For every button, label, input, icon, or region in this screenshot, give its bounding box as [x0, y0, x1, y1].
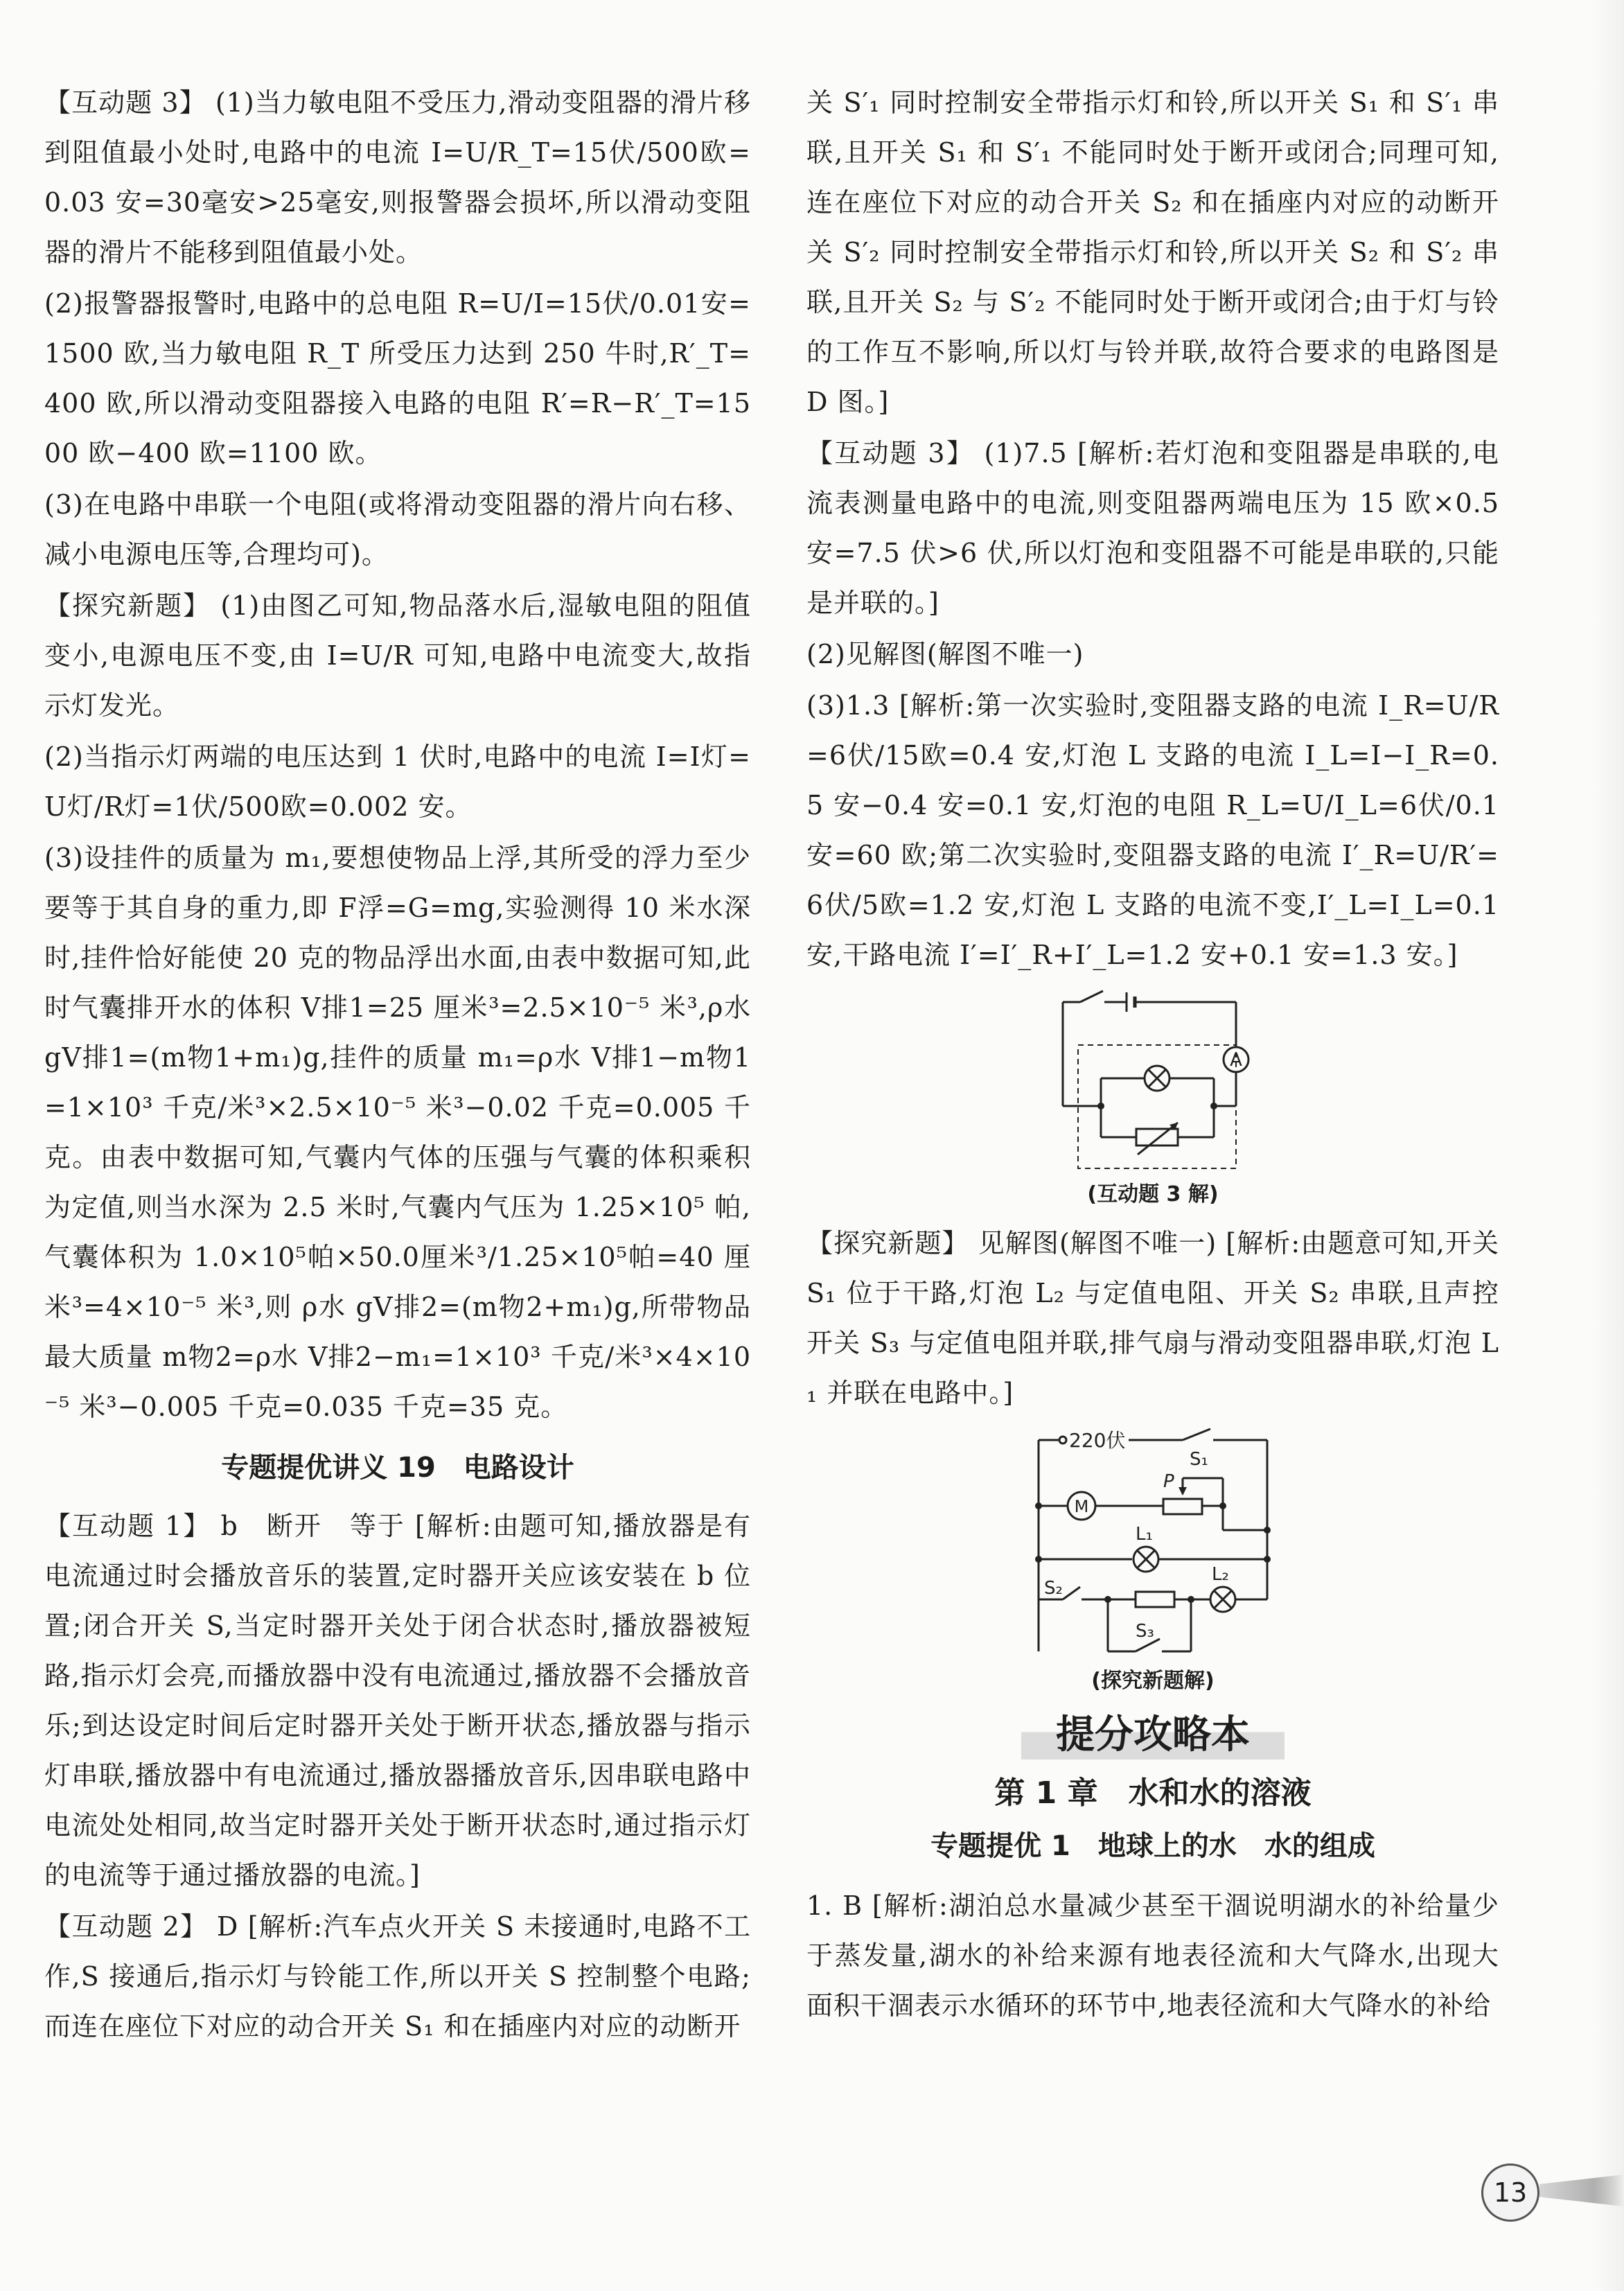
switch-s2-label: S₂: [1044, 1578, 1063, 1599]
topic-title: 专题提优 1 地球上的水 水的组成: [930, 1830, 1375, 1862]
motor-label: M: [1074, 1497, 1089, 1516]
page-edge-shadow: [1594, 0, 1624, 2291]
answer-paragraph: 【探究新题】 见解图(解图不唯一) [解析:由题意可知,开关 S₁ 位于干路,灯泡 L₂ 与定值电阻、开关 S₂ 串联,且声控开关 S₃ 与定值电阻并联,排气扇与滑动变阻器串联,灯泡 L₁ 并联在电路中。]: [806, 1228, 1499, 1408]
switch-s1-label: S₁: [1190, 1449, 1208, 1470]
page-number: 13: [1481, 2163, 1539, 2222]
answer-paragraph: (2)当指示灯两端的电压达到 1 伏时,电路中的电流 I=I灯=U灯/R灯=1伏/500欧=0.002 安。: [44, 741, 751, 822]
answer-paragraph: 【互动题 3】 (1)当力敏电阻不受压力,滑动变阻器的滑片移到阻值最小处时,电路中的电流 I=U/R_T=15伏/500欧=0.03 安=30毫安>25毫安,则报警器会损坏,所以滑动变阻器的滑片不能移到阻值最小处。: [44, 87, 751, 267]
answer-paragraph: 【互动题 1】 b 断开 等于 [解析:由题可知,播放器是有电流通过时会播放音乐的装置,定时器开关应该安装在 b 位置;闭合开关 S,当定时器开关处于闭合状态时,播放器被短路,指示灯会亮,而播放器中没有电流通过,播放器不会播放音乐;到达设定时间后定时器开关处于断开状态,播放器与指示灯串联,播放器中有电流通过,播放器播放音乐,因串联电路中电流处处相同,故当定时器开关处于断开状态时,通过指示灯的电流等于通过播放器的电流。]: [44, 1511, 751, 1890]
figure-caption: (互动题 3 解): [1087, 1182, 1219, 1206]
figure-caption: (探究新题解): [1091, 1669, 1215, 1693]
ammeter-label: A: [1230, 1050, 1242, 1071]
circuit-diagram-explore: [1025, 1426, 1281, 1662]
answer-paragraph: 【探究新题】 (1)由图乙可知,物品落水后,湿敏电阻的阻值变小,电源电压不变,由 I=U/R 可知,电路中电流变大,故指示灯发光。: [44, 590, 751, 721]
answer-paragraph: 关 S′₁ 同时控制安全带指示灯和铃,所以开关 S₁ 和 S′₁ 串联,且开关 S₁ 和 S′₁ 不能同时处于断开或闭合;同理可知,连在座位下对应的动合开关 S₂ 和在插座内对应的动断开关 S′₂ 同时控制安全带指示灯和铃,所以开关 S₂ 和 S′₂ 串联,且开关 S₂ 与 S′₂ 不能同时处于断开或闭合;由于灯与铃的工作互不影响,所以灯与铃并联,故符合要求的电路图是 D 图。]: [806, 87, 1499, 417]
lamp-l2-label: L₂: [1212, 1564, 1229, 1585]
book-section-title: 提分攻略本: [1021, 1705, 1285, 1766]
lesson-title: 专题提优讲义 19 电路设计: [221, 1452, 574, 1484]
answer-paragraph: (2)见解图(解图不唯一): [806, 639, 1084, 669]
answer-paragraph: 1. B [解析:湖泊总水量减少甚至干涸说明湖水的补给量少于蒸发量,湖水的补给来源有地表径流和大气降水,出现大面积干涸表示水循环的环节中,地表径流和大气降水的补给: [806, 1890, 1499, 2021]
answer-paragraph: (3)在电路中串联一个电阻(或将滑动变阻器的滑片向右移、减小电源电压等,合理均可)。: [44, 489, 751, 570]
slider-p-label: P: [1163, 1471, 1174, 1492]
right-column: [806, 78, 1499, 2032]
circuit-diagram-interactive-3: [1049, 988, 1257, 1175]
lamp-l1-label: L₁: [1136, 1524, 1153, 1545]
answer-paragraph: (2)报警器报警时,电路中的总电阻 R=U/I=15伏/0.01安=1500 欧,当力敏电阻 R_T 所受压力达到 250 牛时,R′_T=400 欧,所以滑动变阻器接入电路的电阻 R′=R−R′_T=1500 欧−400 欧=1100 欧。: [44, 288, 751, 468]
chapter-title: 第 1 章 水和水的溶液: [994, 1775, 1312, 1811]
voltage-label: 220伏: [1069, 1429, 1126, 1452]
answer-paragraph: 【互动题 2】 D [解析:汽车点火开关 S 未接通时,电路不工作,S 接通后,指示灯与铃能工作,所以开关 S 控制整个电路;而连在座位下对应的动合开关 S₁ 和在插座内对应的动断开: [44, 1911, 751, 2042]
left-column: [44, 78, 751, 2053]
answer-paragraph: 【互动题 3】 (1)7.5 [解析:若灯泡和变阻器是串联的,电流表测量电路中的电流,则变阻器两端电压为 15 欧×0.5 安=7.5 伏>6 伏,所以灯泡和变阻器不可能是串联的,只能是并联的。]: [806, 438, 1499, 618]
switch-s3-label: S₃: [1136, 1621, 1154, 1642]
answer-paragraph: (3)设挂件的质量为 m₁,要想使物品上浮,其所受的浮力至少要等于其自身的重力,即 F浮=G=mg,实验测得 10 米水深时,挂件恰好能使 20 克的物品浮出水面,由表中数据可知,此时气囊排开水的体积 V排1=25 厘米³=2.5×10⁻⁵ 米³,ρ水 gV排1=(m物1+m₁)g,挂件的质量 m₁=ρ水 V排1−m物1=1×10³ 千克/米³×2.5×10⁻⁵ 米³−0.02 千克=0.005 千克。由表中数据可知,气囊内气体的压强与气囊的体积乘积为定值,则当水深为 2.5 米时,气囊内气压为 1.25×10⁵ 帕,气囊体积为 1.0×10⁵帕×50.0厘米³/1.25×10⁵帕=40 厘米³=4×10⁻⁵ 米³,则 ρ水 gV排2=(m物2+m₁)g,所带物品最大质量 m物2=ρ水 V排2−m₁=1×10³ 千克/米³×4×10⁻⁵ 米³−0.005 千克=0.035 千克=35 克。: [44, 843, 751, 1422]
answer-paragraph: (3)1.3 [解析:第一次实验时,变阻器支路的电流 I_R=U/R=6伏/15欧=0.4 安,灯泡 L 支路的电流 I_L=I−I_R=0.5 安−0.4 安=0.1 安,灯泡的电阻 R_L=U/I_L=6伏/0.1安=60 欧;第二次实验时,变阻器支路的电流 I′_R=U/R′=6伏/5欧=1.2 安,灯泡 L 支路的电流不变,I′_L=I_L=0.1 安,干路电流 I′=I′_R+I′_L=1.2 安+0.1 安=1.3 安。]: [806, 690, 1499, 970]
